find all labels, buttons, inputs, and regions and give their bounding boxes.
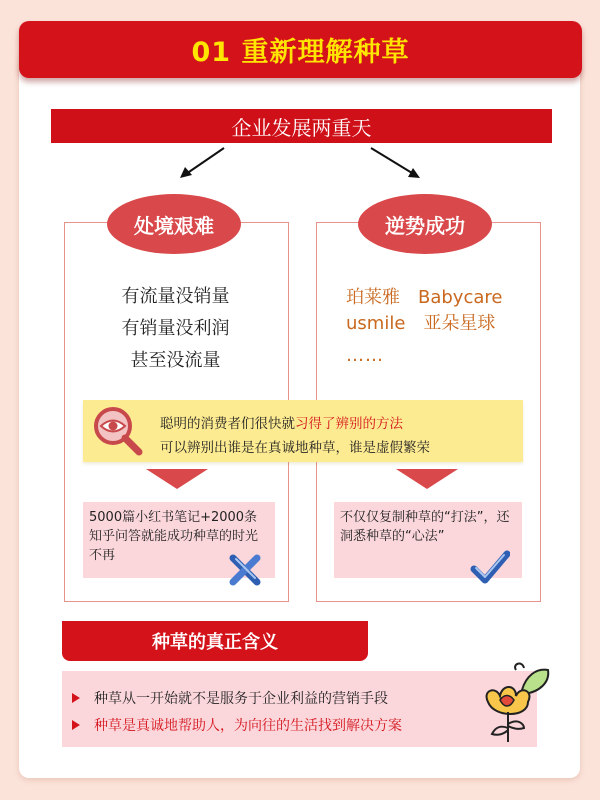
magnifier-eye-icon: [89, 404, 145, 456]
meaning-bullet: [72, 688, 388, 708]
cross-icon: [228, 553, 262, 587]
brand-ellipsis: ……: [346, 345, 384, 366]
page-title: 01 重新理解种草: [191, 37, 410, 68]
difficulty-list: [64, 281, 287, 377]
bullet-triangle-icon: [72, 693, 80, 703]
brand-list: [346, 285, 546, 369]
insight-line-2: 可以辨别出谁是在真诚地种草，谁是虚假繁荣: [160, 440, 430, 456]
check-icon: [470, 549, 510, 587]
bullet-triangle-icon: [72, 720, 80, 730]
meaning-bullet: [72, 715, 402, 735]
flower-icon: [478, 656, 552, 748]
right-result-box: 不仅仅复制种草的“打法”，还洞悉种草的“心法”: [334, 502, 522, 578]
meaning-bullet-text: 种草是真诚地帮助人，为向往的生活找到解决方案: [94, 718, 402, 734]
down-triangle-left-icon: [146, 469, 208, 489]
down-triangle-right-icon: [396, 469, 458, 489]
difficulty-item: 有销量没利润: [121, 318, 230, 339]
insight-highlight: 习得了辨别的方法: [295, 416, 403, 432]
meaning-section-title: 种草的真正含义: [62, 621, 368, 661]
difficulty-item: 甚至没流量: [130, 350, 221, 371]
meaning-bullet-text: 种草从一开始就不是服务于企业利益的营销手段: [94, 691, 388, 707]
insight-line-1: [160, 412, 403, 432]
right-column-label: 逆势成功: [358, 194, 492, 254]
insight-line-1-prefix: 聪明的消费者们很快就: [160, 416, 295, 432]
meaning-panel: [62, 671, 537, 747]
brand-item: 珀莱雅 Babycare: [346, 287, 503, 308]
brand-item: usmile 亚朵星球: [346, 313, 496, 334]
left-result-box: 5000篇小红书笔记+2000条知乎问答就能成功种草的时光不再: [83, 502, 275, 578]
arrow-left-icon: [176, 145, 228, 181]
difficulty-item: 有流量没销量: [121, 286, 230, 307]
subtitle-banner: 企业发展两重天: [51, 109, 552, 143]
left-column-label: 处境艰难: [107, 194, 241, 254]
title-banner: [19, 21, 582, 78]
arrow-right-icon: [368, 145, 424, 181]
